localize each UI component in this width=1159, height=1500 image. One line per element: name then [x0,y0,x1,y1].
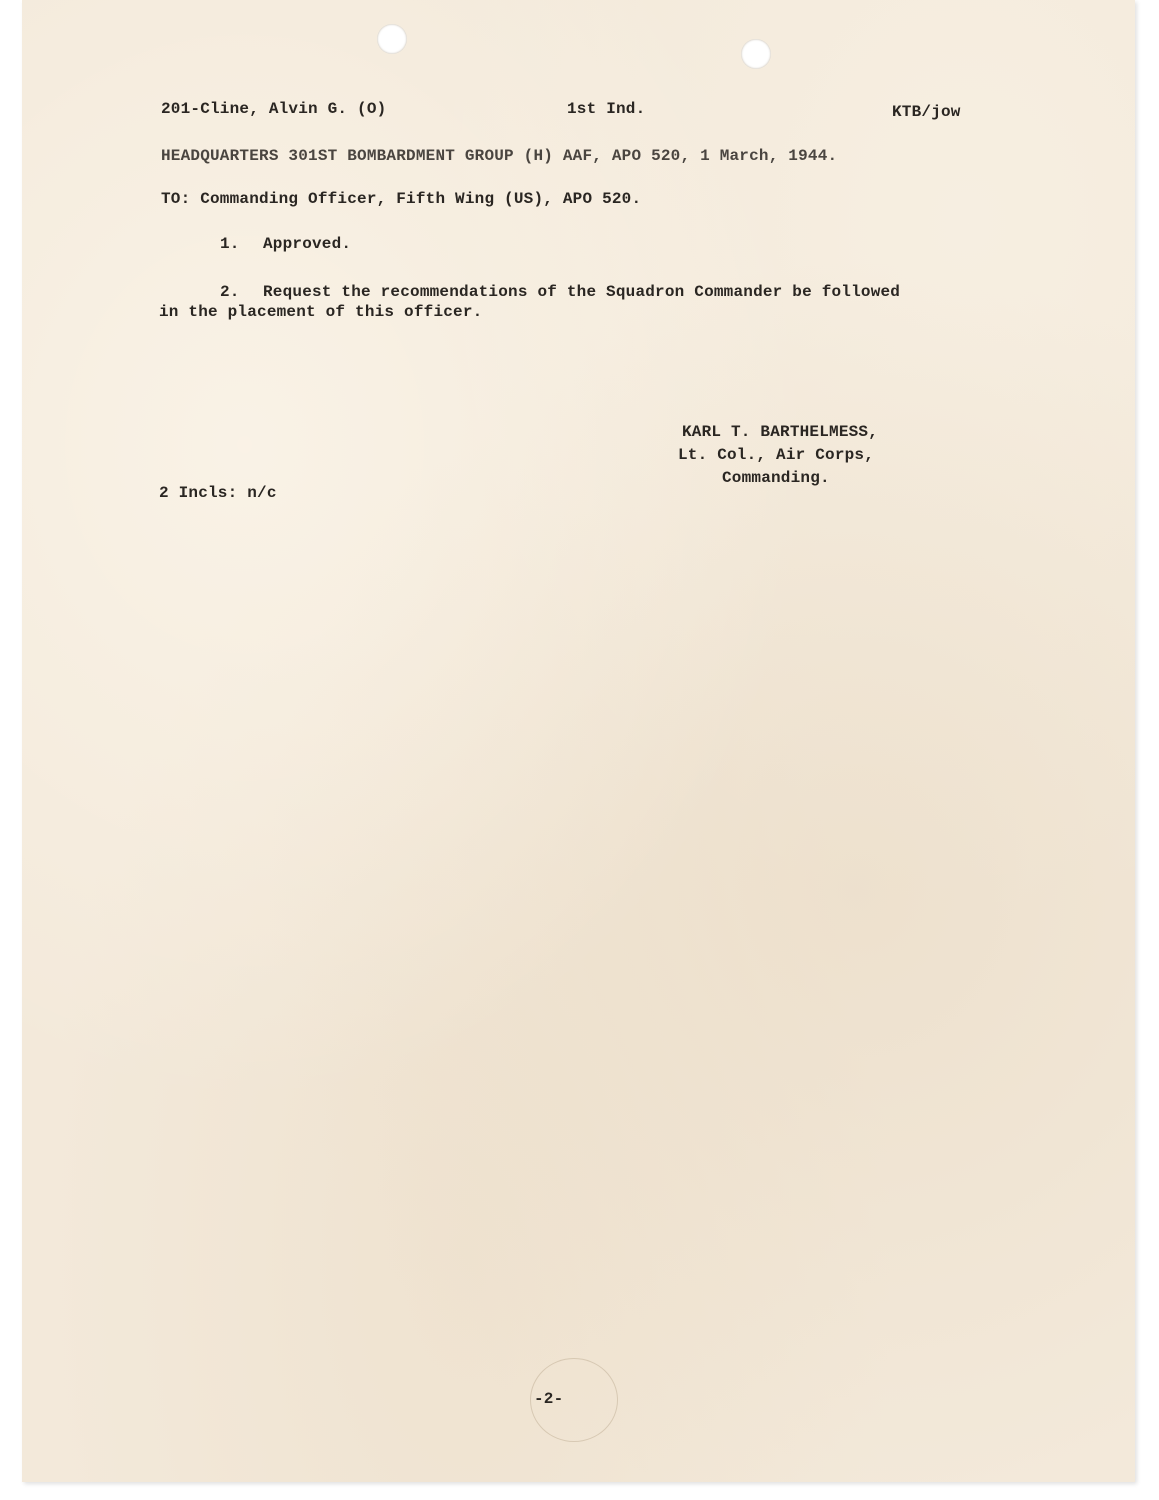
paragraph-2-line-1: Request the recommendations of the Squadron Commander be followed [263,283,901,301]
page-number: -2- [534,1390,564,1408]
paragraph-2-line-2: in the placement of this officer. [159,303,483,321]
signature-rank: Lt. Col., Air Corps, [678,446,875,464]
paragraph-1-text: Approved. [263,235,352,253]
enclosures-note: 2 Incls: n/c [159,484,277,502]
punch-hole [377,24,407,54]
paragraph-2-number: 2. [220,283,240,301]
headquarters-line: HEADQUARTERS 301ST BOMBARDMENT GROUP (H) AAF, APO 520, 1 March, 1944. [161,147,838,165]
indorsement-number: 1st Ind. [567,100,646,118]
file-reference: 201-Cline, Alvin G. (O) [161,100,387,118]
paragraph-1-number: 1. [220,235,240,253]
signature-title: Commanding. [722,469,830,487]
document-page [22,0,1135,1482]
signature-name: KARL T. BARTHELMESS, [682,423,879,441]
punch-hole [741,39,771,69]
addressee-line: TO: Commanding Officer, Fifth Wing (US), APO 520. [161,190,642,208]
reference-initials: KTB/jow [892,103,961,121]
